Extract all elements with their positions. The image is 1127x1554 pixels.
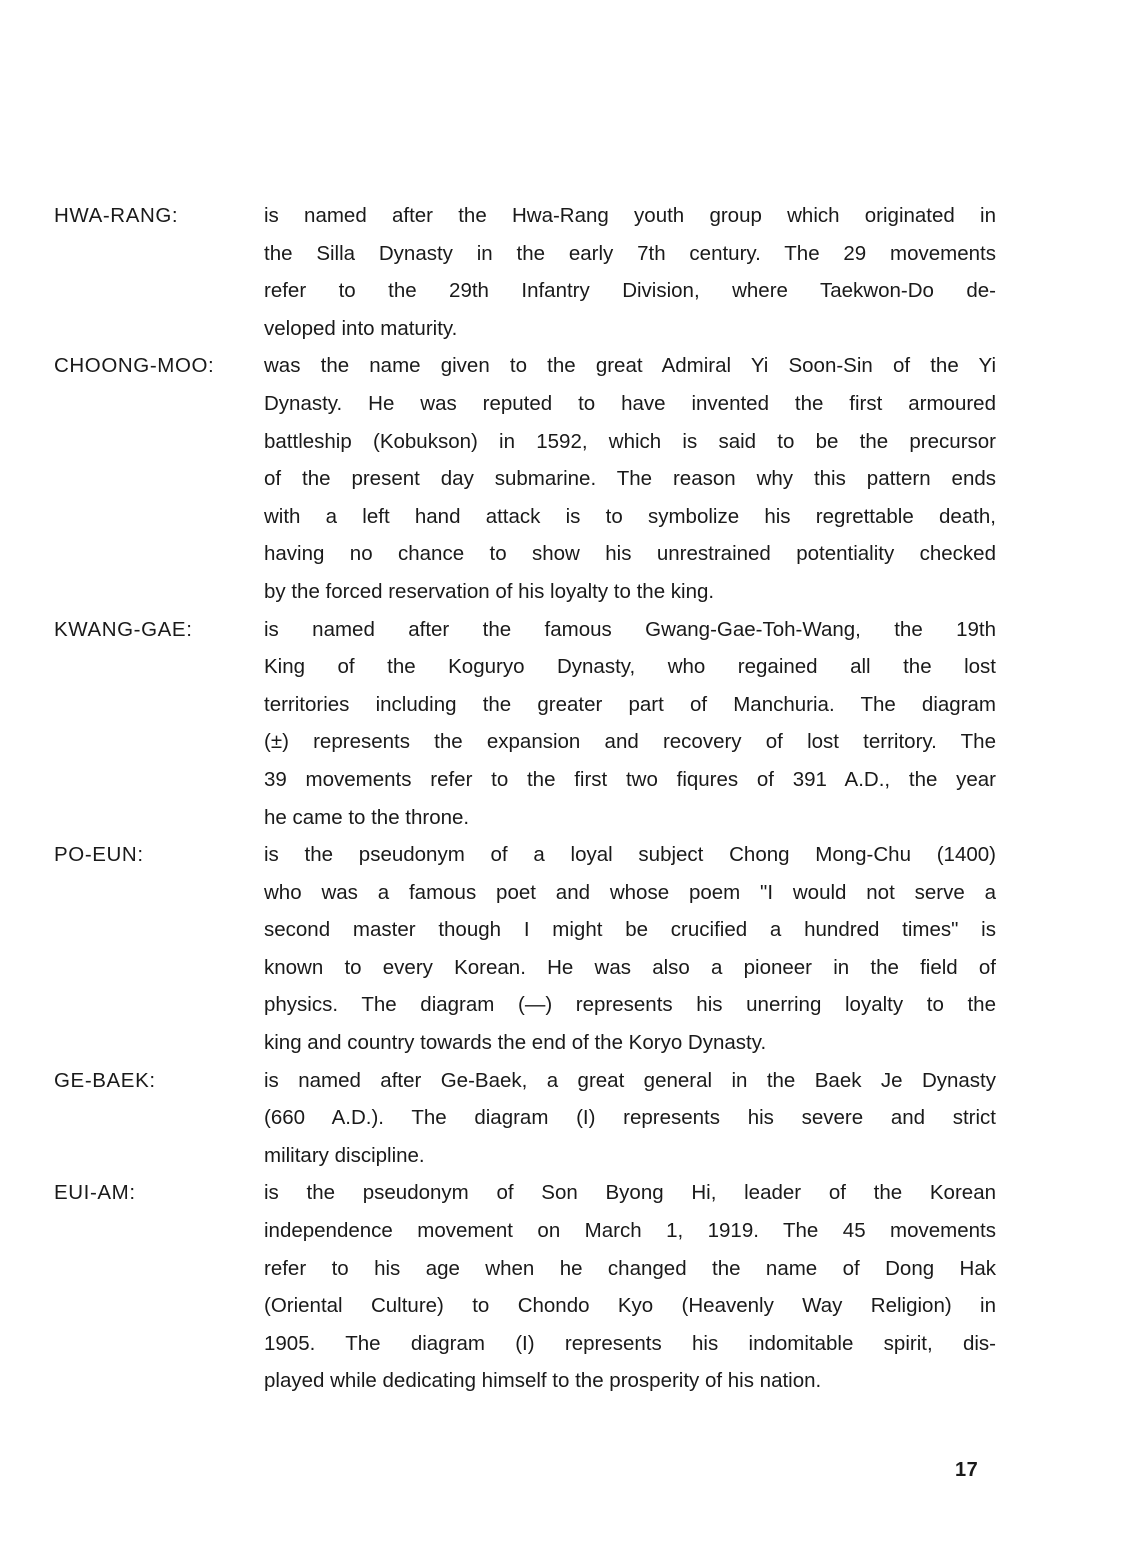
pattern-description (264, 1062, 996, 1175)
description-line: military discipline. (264, 1143, 425, 1167)
description-line: of the present day submarine. The reason why this pattern ends (264, 467, 996, 491)
description-line: having no chance to show his unrestrained potentiality checked (264, 542, 996, 566)
pattern-description (264, 347, 996, 610)
page-number: 17 (955, 1459, 979, 1481)
pattern-name: HWA-RANG: (54, 204, 179, 227)
pattern-name: CHOONG-MOO: (54, 354, 215, 378)
description-line: known to every Korean. He was also a pioneer in the field of (264, 955, 996, 979)
description-line: second master though I might be crucified a hundred times" is (264, 918, 996, 942)
pattern-description (264, 197, 996, 347)
description-line: independence movement on March 1, 1919. The 45 movements (264, 1219, 996, 1243)
description-line: played while dedicating himself to the prosperity of his nation. (264, 1369, 822, 1393)
description-line: (Oriental Culture) to Chondo Kyo (Heavenly Way Religion) in (264, 1294, 996, 1318)
pattern-entry (54, 836, 996, 1062)
description-line: with a left hand attack is to symbolize his regrettable death, (264, 504, 996, 528)
pattern-entry (54, 347, 996, 610)
pattern-entry (54, 611, 996, 837)
description-line: refer to his age when he changed the name of Dong Hak (264, 1256, 996, 1280)
description-line: King of the Koguryo Dynasty, who regained all the lost (264, 655, 996, 679)
description-line: was the name given to the great Admiral Yi Soon-Sin of the Yi (264, 354, 996, 378)
description-line: by the forced reservation of his loyalty to the king. (264, 579, 715, 603)
description-line: veloped into maturity. (264, 316, 458, 340)
pattern-entry (54, 1062, 996, 1175)
pattern-name: PO-EUN: (54, 843, 144, 867)
description-line: territories including the greater part of Manchuria. The diagram (264, 692, 996, 716)
description-line: is the pseudonym of a loyal subject Chong Mong-Chu (1400) (264, 843, 996, 867)
description-line: 1905. The diagram (I) represents his indomitable spirit, dis- (264, 1331, 996, 1355)
pattern-entry (54, 1174, 996, 1400)
description-line: is the pseudonym of Son Byong Hi, leader of the Korean (264, 1181, 996, 1205)
pattern-name: KWANG-GAE: (54, 617, 193, 641)
pattern-description (264, 611, 996, 837)
description-line: refer to the 29th Infantry Division, where Taekwon-Do de- (264, 279, 996, 303)
pattern-name: GE-BAEK: (54, 1068, 156, 1092)
description-line: (±) represents the expansion and recovery of lost territory. The (264, 730, 996, 754)
description-line: the Silla Dynasty in the early 7th century. The 29 movements (264, 241, 996, 265)
pattern-description (264, 1174, 996, 1400)
description-line: battleship (Kobukson) in 1592, which is said to be the precursor (264, 429, 996, 453)
description-line: Dynasty. He was reputed to have invented the first armoured (264, 391, 996, 415)
description-line: 39 movements refer to the first two fiqures of 391 A.D., the year (264, 767, 996, 791)
description-line: physics. The diagram (—) represents his unerring loyalty to the (264, 993, 996, 1017)
description-line: is named after Ge-Baek, a great general in the Baek Je Dynasty (264, 1068, 996, 1092)
description-line: is named after the Hwa-Rang youth group which originated in (264, 204, 996, 227)
description-line: is named after the famous Gwang-Gae-Toh-Wang, the 19th (264, 617, 996, 641)
description-line: (660 A.D.). The diagram (I) represents his severe and strict (264, 1106, 996, 1130)
description-line: he came to the throne. (264, 805, 470, 829)
pattern-description (264, 836, 996, 1062)
pattern-name: EUI-AM: (54, 1181, 136, 1205)
pattern-entry (54, 197, 996, 347)
description-line: who was a famous poet and whose poem "I would not serve a (264, 880, 996, 904)
pattern-entries-list (54, 197, 996, 1400)
description-line: king and country towards the end of the Koryo Dynasty. (264, 1031, 767, 1055)
